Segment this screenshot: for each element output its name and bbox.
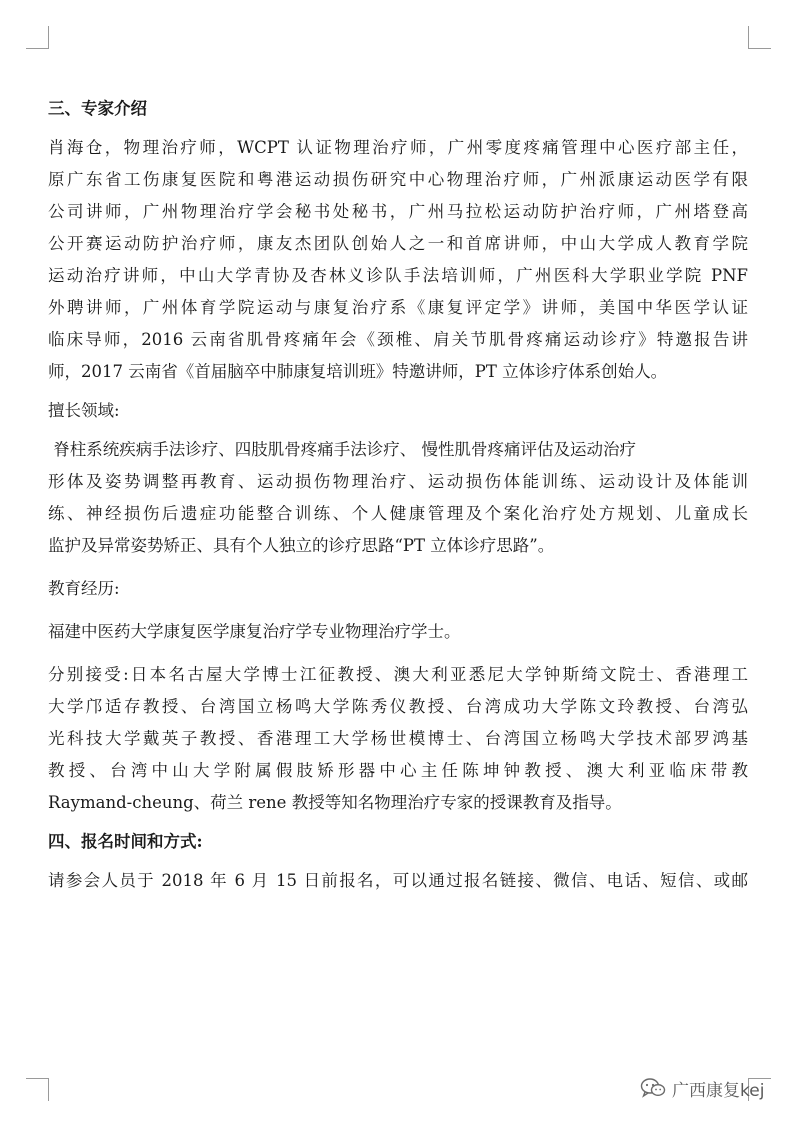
bio-line: 原广东省工伤康复医院和粤港运动损伤研究中心物理治疗师，广州派康运动医学有限 — [48, 170, 748, 189]
training-list — [48, 659, 748, 819]
specialty-line: 形体及姿势调整再教育、运动损伤物理治疗、运动损伤体能训练、运动设计及体能训 — [48, 472, 748, 491]
specialty-line: 监护及异常姿势矫正、具有个人独立的诊疗思路“PT 立体诊疗思路”。 — [48, 536, 555, 555]
training-line: 教授、台湾中山大学附属假肢矫形器中心主任陈坤钟教授、澳大利亚临床带教 — [48, 761, 748, 780]
bio-line: 公开赛运动防护治疗师，康友杰团队创始人之一和首席讲师，中山大学成人教育学院 — [48, 234, 748, 253]
bio-line: 运动治疗讲师，中山大学青协及杏林义诊队手法培训师，广州医科大学职业学院 PNF — [48, 266, 748, 285]
wechat-icon — [640, 1077, 666, 1099]
section-4-heading: 四、报名时间和方式: — [48, 832, 203, 851]
page-corner-mark-top-left — [26, 26, 49, 49]
bio-line: 师，2017 云南省《首届脑卒中肺康复培训班》特邀讲师，PT 立体诊疗体系创始人。 — [48, 362, 668, 381]
bio-line: 临床导师，2016 云南省肌骨疼痛年会《颈椎、肩关节肌骨疼痛运动诊疗》特邀报告讲 — [48, 330, 748, 349]
specialty-label: 擅长领域: — [48, 401, 120, 420]
training-line: 光科技大学戴英子教授、香港理工大学杨世模博士、台湾国立杨鸣大学技术部罗鸿基 — [48, 729, 748, 748]
specialty-line: 练、神经损伤后遗症功能整合训练、个人健康管理及个案化治疗处方规划、儿童成长 — [48, 504, 748, 523]
page-corner-mark-top-right — [748, 26, 771, 49]
specialty-list — [48, 434, 748, 562]
training-line: Raymand-cheung、荷兰 rene 教授等知名物理治疗专家的授课教育及指导。 — [48, 793, 622, 812]
expert-bio — [48, 132, 748, 388]
registration-text: 请参会人员于 2018 年 6 月 15 日前报名，可以通过报名链接、微信、电话、短信、或邮 — [48, 871, 748, 890]
bio-line: 肖海仓，物理治疗师，WCPT 认证物理治疗师，广州零度疼痛管理中心医疗部主任， — [48, 138, 748, 157]
training-line: 分别接受:日本名古屋大学博士江征教授、澳大利亚悉尼大学钟斯绮文院士、香港理工 — [48, 665, 748, 684]
section-3-heading: 三、专家介绍 — [48, 99, 147, 118]
bio-line: 公司讲师，广州物理治疗学会秘书处秘书，广州马拉松运动防护治疗师，广州塔登高 — [48, 202, 748, 221]
wechat-watermark — [640, 1072, 764, 1104]
education-text: 福建中医药大学康复医学康复治疗学专业物理治疗学士。 — [48, 622, 461, 641]
training-line: 大学邝适存教授、台湾国立杨鸣大学陈秀仪教授、台湾成功大学陈文玲教授、台湾弘 — [48, 697, 748, 716]
specialty-line: 脊柱系统疾病手法诊疗、四肢肌骨疼痛手法诊疗、 慢性肌骨疼痛评估及运动治疗 — [48, 440, 636, 459]
bio-line: 外聘讲师，广州体育学院运动与康复治疗系《康复评定学》讲师，美国中华医学认证 — [48, 298, 748, 317]
page-corner-mark-bottom-left — [26, 1078, 49, 1101]
watermark-text: 广西康复kej — [672, 1080, 765, 1101]
education-label: 教育经历: — [48, 579, 120, 598]
document-body — [48, 93, 748, 897]
